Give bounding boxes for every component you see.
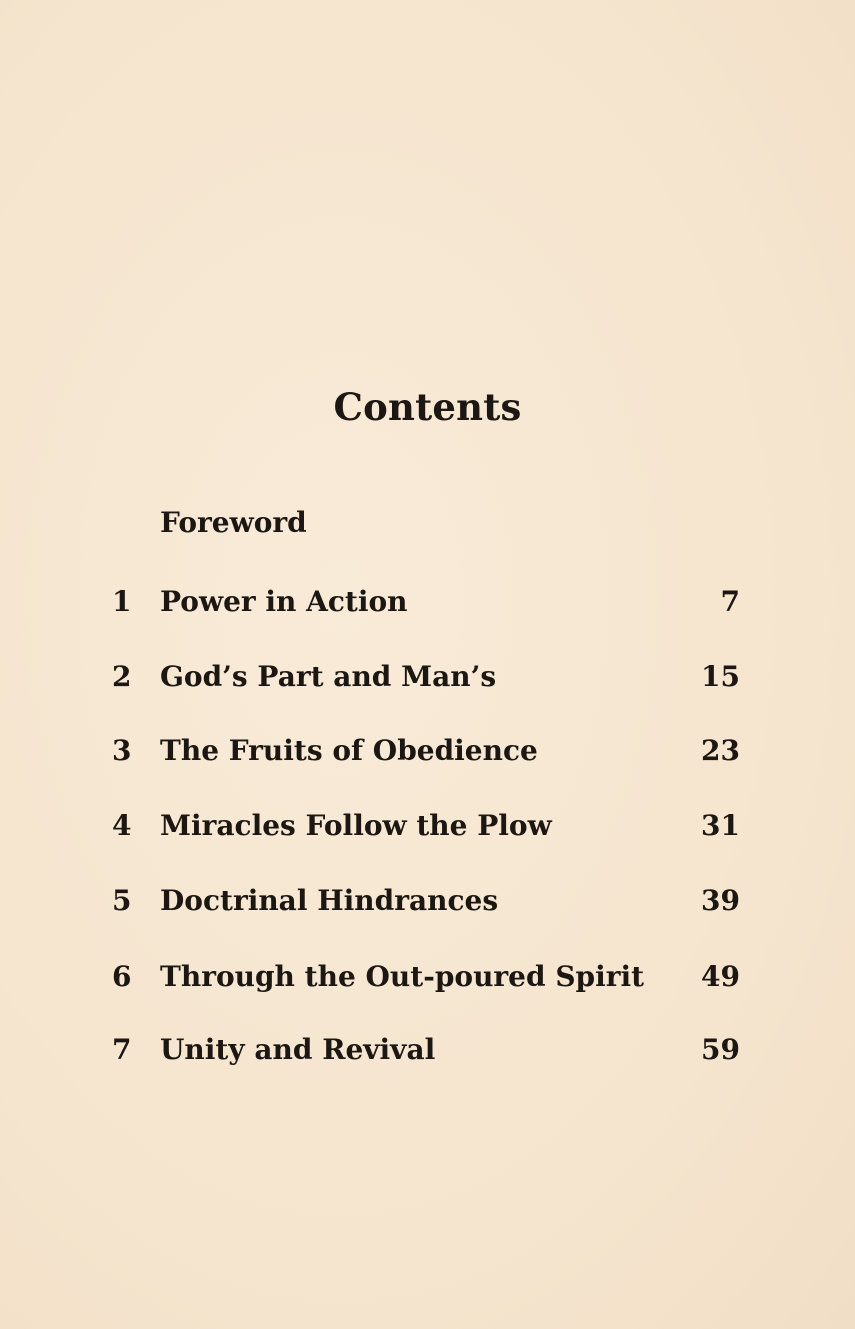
page-number: 7 [720, 585, 740, 618]
toc-row [0, 806, 855, 846]
chapter-number: 1 [112, 585, 132, 618]
chapter-number: 6 [112, 960, 132, 993]
chapter-number: 5 [112, 884, 132, 917]
toc-row [0, 957, 855, 997]
page-number: 39 [701, 884, 740, 917]
toc-row [0, 731, 855, 771]
toc-row [0, 881, 855, 921]
chapter-title: Through the Out-poured Spirit [160, 960, 645, 993]
chapter-number: 3 [112, 734, 132, 767]
page-number: 23 [701, 734, 740, 767]
toc-row [0, 582, 855, 622]
page-number: 49 [701, 960, 740, 993]
chapter-title: Doctrinal Hindrances [160, 884, 499, 917]
foreword-entry: Foreword [160, 506, 307, 539]
chapter-number: 2 [112, 660, 132, 693]
chapter-title: The Fruits of Obedience [160, 734, 538, 767]
chapter-number: 4 [112, 809, 132, 842]
chapter-title: Miracles Follow the Plow [160, 809, 552, 842]
chapter-title: God’s Part and Man’s [160, 660, 497, 693]
page-title: Contents [333, 385, 522, 429]
page-number: 31 [701, 809, 740, 842]
page-number: 59 [701, 1033, 740, 1066]
chapter-title: Power in Action [160, 585, 408, 618]
toc-row [0, 1030, 855, 1070]
toc-row [0, 657, 855, 697]
page-number: 15 [701, 660, 740, 693]
chapter-number: 7 [112, 1033, 132, 1066]
chapter-title: Unity and Revival [160, 1033, 436, 1066]
